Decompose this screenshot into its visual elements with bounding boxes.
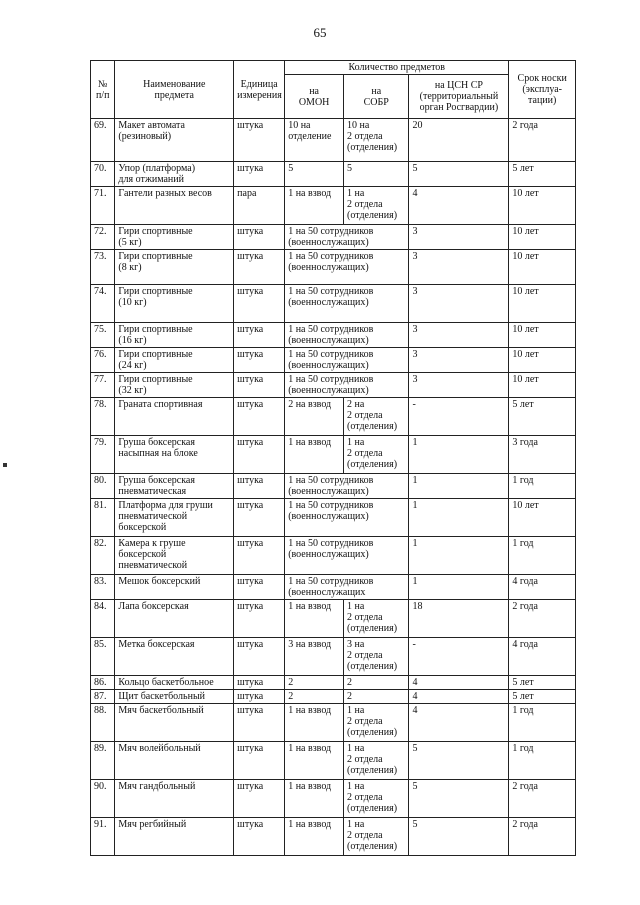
- unit: штука: [234, 398, 285, 436]
- quantity-omon: 1 на взвод: [285, 704, 344, 742]
- service-term: 5 лет: [509, 162, 576, 187]
- unit: штука: [234, 600, 285, 638]
- items-table: [90, 60, 576, 856]
- service-term: 10 лет: [509, 373, 576, 398]
- header-sobr: на СОБР: [344, 75, 409, 119]
- service-term: 10 лет: [509, 285, 576, 323]
- table-row: [91, 119, 576, 162]
- row-number: 71.: [91, 187, 115, 225]
- unit: штука: [234, 575, 285, 600]
- table-row: [91, 818, 576, 856]
- row-number: 77.: [91, 373, 115, 398]
- item-name: Гири спортивные (10 кг): [115, 285, 234, 323]
- service-term: 1 год: [509, 742, 576, 780]
- service-term: 10 лет: [509, 499, 576, 537]
- quantity-csn: 1: [409, 436, 509, 474]
- unit: штука: [234, 742, 285, 780]
- table-row: [91, 436, 576, 474]
- item-name: Мяч регбийный: [115, 818, 234, 856]
- table-row: [91, 474, 576, 499]
- service-term: 1 год: [509, 537, 576, 575]
- unit: штука: [234, 499, 285, 537]
- item-name: Мяч баскетбольный: [115, 704, 234, 742]
- row-number: 70.: [91, 162, 115, 187]
- service-term: 5 лет: [509, 398, 576, 436]
- item-name: Граната спортивная: [115, 398, 234, 436]
- row-number: 73.: [91, 250, 115, 285]
- row-number: 72.: [91, 225, 115, 250]
- quantity-omon: 5: [285, 162, 344, 187]
- row-number: 86.: [91, 676, 115, 690]
- table-row: [91, 373, 576, 398]
- quantity-omon: 1 на взвод: [285, 436, 344, 474]
- service-term: 5 лет: [509, 690, 576, 704]
- quantity-csn: 4: [409, 676, 509, 690]
- quantity-csn: 3: [409, 348, 509, 373]
- service-term: 5 лет: [509, 676, 576, 690]
- header-csn: на ЦСН СР (территориальный орган Росгвардии): [409, 75, 509, 119]
- quantity-omon: 1 на взвод: [285, 187, 344, 225]
- row-number: 78.: [91, 398, 115, 436]
- quantity-csn: 1: [409, 474, 509, 499]
- quantity-omon-sobr: 1 на 50 сотрудников (военнослужащих): [285, 474, 409, 499]
- quantity-sobr: 1 на 2 отдела (отделения): [344, 818, 409, 856]
- item-name: Камера к груше боксерской пневматической: [115, 537, 234, 575]
- row-number: 76.: [91, 348, 115, 373]
- quantity-omon: 2: [285, 690, 344, 704]
- unit: штука: [234, 162, 285, 187]
- table-row: [91, 704, 576, 742]
- quantity-omon: 3 на взвод: [285, 638, 344, 676]
- quantity-csn: 20: [409, 119, 509, 162]
- quantity-csn: 5: [409, 742, 509, 780]
- row-number: 74.: [91, 285, 115, 323]
- unit: штука: [234, 373, 285, 398]
- row-number: 75.: [91, 323, 115, 348]
- row-number: 88.: [91, 704, 115, 742]
- service-term: 10 лет: [509, 225, 576, 250]
- quantity-csn: 3: [409, 323, 509, 348]
- table-row: [91, 225, 576, 250]
- table-row: [91, 250, 576, 285]
- quantity-sobr: 5: [344, 162, 409, 187]
- row-number: 85.: [91, 638, 115, 676]
- quantity-omon: 1 на взвод: [285, 780, 344, 818]
- header-term: Срок носки (эксплуа- тации): [509, 61, 576, 119]
- unit: штука: [234, 638, 285, 676]
- table-row: [91, 499, 576, 537]
- row-number: 83.: [91, 575, 115, 600]
- quantity-omon-sobr: 1 на 50 сотрудников (военнослужащих): [285, 499, 409, 537]
- row-number: 90.: [91, 780, 115, 818]
- quantity-sobr: 3 на 2 отдела (отделения): [344, 638, 409, 676]
- unit: пара: [234, 187, 285, 225]
- service-term: 2 года: [509, 600, 576, 638]
- row-number: 79.: [91, 436, 115, 474]
- quantity-csn: 5: [409, 162, 509, 187]
- item-name: Мешок боксерский: [115, 575, 234, 600]
- item-name: Груша боксерская пневматическая: [115, 474, 234, 499]
- unit: штука: [234, 436, 285, 474]
- unit: штука: [234, 780, 285, 818]
- item-name: Гири спортивные (32 кг): [115, 373, 234, 398]
- service-term: 10 лет: [509, 348, 576, 373]
- unit: штука: [234, 285, 285, 323]
- table-row: [91, 780, 576, 818]
- item-name: Мяч волейбольный: [115, 742, 234, 780]
- row-number: 82.: [91, 537, 115, 575]
- quantity-csn: 3: [409, 373, 509, 398]
- quantity-sobr: 1 на 2 отдела (отделения): [344, 436, 409, 474]
- quantity-csn: -: [409, 398, 509, 436]
- row-number: 69.: [91, 119, 115, 162]
- quantity-sobr: 2 на 2 отдела (отделения): [344, 398, 409, 436]
- header-name: Наименование предмета: [115, 61, 234, 119]
- quantity-omon-sobr: 1 на 50 сотрудников (военнослужащих): [285, 250, 409, 285]
- service-term: 2 года: [509, 119, 576, 162]
- item-name: Платформа для груши пневматической боксерской: [115, 499, 234, 537]
- unit: штука: [234, 250, 285, 285]
- unit: штука: [234, 690, 285, 704]
- unit: штука: [234, 676, 285, 690]
- item-name: Мяч гандбольный: [115, 780, 234, 818]
- unit: штука: [234, 323, 285, 348]
- table-row: [91, 348, 576, 373]
- service-term: 3 года: [509, 436, 576, 474]
- quantity-omon-sobr: 1 на 50 сотрудников (военнослужащих): [285, 323, 409, 348]
- service-term: 10 лет: [509, 323, 576, 348]
- table-row: [91, 162, 576, 187]
- quantity-csn: 1: [409, 499, 509, 537]
- margin-mark: [3, 463, 7, 467]
- row-number: 84.: [91, 600, 115, 638]
- row-number: 91.: [91, 818, 115, 856]
- unit: штука: [234, 704, 285, 742]
- quantity-sobr: 2: [344, 676, 409, 690]
- table-row: [91, 676, 576, 690]
- service-term: 1 год: [509, 704, 576, 742]
- header-unit: Единица измерения: [234, 61, 285, 119]
- item-name: Гантели разных весов: [115, 187, 234, 225]
- item-name: Груша боксерская насыпная на блоке: [115, 436, 234, 474]
- quantity-sobr: 1 на 2 отдела (отделения): [344, 742, 409, 780]
- quantity-omon-sobr: 1 на 50 сотрудников (военнослужащих): [285, 348, 409, 373]
- quantity-csn: 3: [409, 225, 509, 250]
- header-quantity: Количество предметов: [285, 61, 509, 75]
- service-term: 10 лет: [509, 187, 576, 225]
- quantity-omon: 1 на взвод: [285, 742, 344, 780]
- row-number: 89.: [91, 742, 115, 780]
- quantity-csn: -: [409, 638, 509, 676]
- quantity-omon: 1 на взвод: [285, 818, 344, 856]
- service-term: 10 лет: [509, 250, 576, 285]
- quantity-omon-sobr: 1 на 50 сотрудников (военнослужащих: [285, 575, 409, 600]
- quantity-omon: 2 на взвод: [285, 398, 344, 436]
- service-term: 1 год: [509, 474, 576, 499]
- quantity-omon-sobr: 1 на 50 сотрудников (военнослужащих): [285, 225, 409, 250]
- table-row: [91, 537, 576, 575]
- quantity-omon-sobr: 1 на 50 сотрудников (военнослужащих): [285, 373, 409, 398]
- unit: штука: [234, 225, 285, 250]
- table-row: [91, 575, 576, 600]
- item-name: Метка боксерская: [115, 638, 234, 676]
- item-name: Макет автомата (резиновый): [115, 119, 234, 162]
- header-omon: на ОМОН: [285, 75, 344, 119]
- table-row: [91, 742, 576, 780]
- service-term: 4 года: [509, 638, 576, 676]
- quantity-sobr: 1 на 2 отдела (отделения): [344, 704, 409, 742]
- service-term: 4 года: [509, 575, 576, 600]
- table-body: [91, 119, 576, 856]
- quantity-omon: 2: [285, 676, 344, 690]
- quantity-csn: 3: [409, 285, 509, 323]
- quantity-csn: 5: [409, 818, 509, 856]
- table-row: [91, 323, 576, 348]
- quantity-csn: 4: [409, 704, 509, 742]
- unit: штука: [234, 818, 285, 856]
- unit: штука: [234, 119, 285, 162]
- item-name: Гири спортивные (5 кг): [115, 225, 234, 250]
- quantity-csn: 4: [409, 187, 509, 225]
- quantity-sobr: 10 на 2 отдела (отделения): [344, 119, 409, 162]
- item-name: Упор (платформа) для отжиманий: [115, 162, 234, 187]
- item-name: Гири спортивные (24 кг): [115, 348, 234, 373]
- table-row: [91, 398, 576, 436]
- quantity-csn: 18: [409, 600, 509, 638]
- quantity-omon: 10 на отделение: [285, 119, 344, 162]
- item-name: Гири спортивные (16 кг): [115, 323, 234, 348]
- unit: штука: [234, 537, 285, 575]
- item-name: Кольцо баскетбольное: [115, 676, 234, 690]
- row-number: 81.: [91, 499, 115, 537]
- quantity-omon-sobr: 1 на 50 сотрудников (военнослужащих): [285, 537, 409, 575]
- table-row: [91, 600, 576, 638]
- quantity-csn: 4: [409, 690, 509, 704]
- table-row: [91, 285, 576, 323]
- unit: штука: [234, 348, 285, 373]
- service-term: 2 года: [509, 780, 576, 818]
- table-row: [91, 638, 576, 676]
- quantity-csn: 5: [409, 780, 509, 818]
- quantity-csn: 1: [409, 537, 509, 575]
- quantity-sobr: 2: [344, 690, 409, 704]
- unit: штука: [234, 474, 285, 499]
- table-row: [91, 187, 576, 225]
- item-name: Щит баскетбольный: [115, 690, 234, 704]
- header-num: № п/п: [91, 61, 115, 119]
- page-number: 65: [313, 25, 327, 40]
- quantity-csn: 1: [409, 575, 509, 600]
- item-name: Лапа боксерская: [115, 600, 234, 638]
- row-number: 80.: [91, 474, 115, 499]
- service-term: 2 года: [509, 818, 576, 856]
- quantity-sobr: 1 на 2 отдела (отделения): [344, 187, 409, 225]
- quantity-omon: 1 на взвод: [285, 600, 344, 638]
- quantity-sobr: 1 на 2 отдела (отделения): [344, 600, 409, 638]
- row-number: 87.: [91, 690, 115, 704]
- quantity-sobr: 1 на 2 отдела (отделения): [344, 780, 409, 818]
- item-name: Гири спортивные (8 кг): [115, 250, 234, 285]
- quantity-omon-sobr: 1 на 50 сотрудников (военнослужащих): [285, 285, 409, 323]
- quantity-csn: 3: [409, 250, 509, 285]
- table-row: [91, 690, 576, 704]
